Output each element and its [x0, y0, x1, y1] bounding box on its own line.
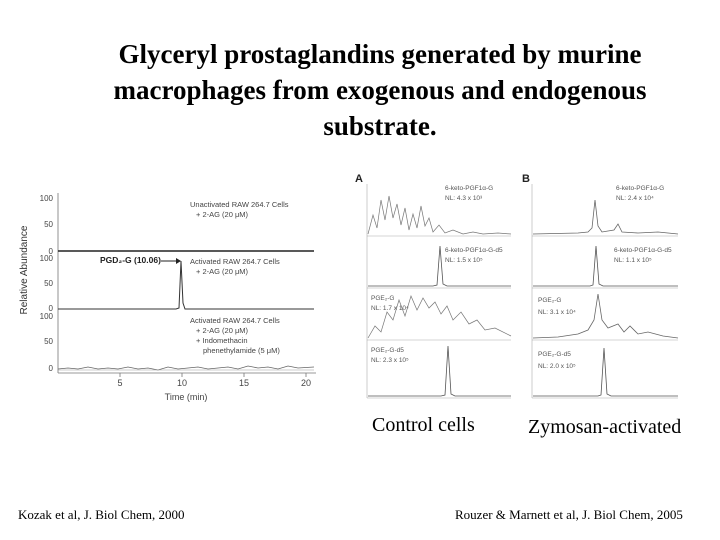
title-line-1: Glyceryl prostaglandins generated by murine — [118, 39, 642, 69]
panel-a-p2-name: 6-keto-PGF1α-G-d5 — [445, 247, 503, 254]
chromatogram-svg — [18, 185, 323, 407]
panel-a-p4-name: PGE₂-G-d5 — [371, 347, 404, 354]
panel-b-p2-nl: NL: 1.1 x 10⁵ — [614, 257, 652, 264]
caption-control-cells: Control cells — [372, 414, 475, 436]
credit-right: Rouzer & Marnett et al, J. Biol Chem, 2005 — [455, 507, 683, 522]
trace2-label-1: Activated RAW 264.7 Cells — [190, 257, 280, 266]
panel-a-svg — [353, 170, 513, 402]
y-axis-label: Relative Abundance — [19, 225, 30, 315]
panel-a-trace-3 — [368, 296, 511, 338]
slide-title — [40, 36, 720, 144]
panel-a-trace-1 — [368, 196, 511, 234]
panel-a-p2-nl: NL: 1.5 x 10⁵ — [445, 257, 483, 264]
ytick-mid-100: 100 — [39, 254, 53, 263]
panel-b-label: B — [522, 173, 530, 185]
panel-a-p1-name: 6-keto-PGF1α-G — [445, 185, 494, 192]
trace1-label-1: Unactivated RAW 264.7 Cells — [190, 200, 289, 209]
panel-b-p3-name: PGE₂-G — [538, 297, 562, 304]
trace3-label-2: + 2-AG (20 μM) — [196, 326, 249, 335]
panel-a-p1-nl: NL: 4.3 x 10³ — [445, 195, 483, 202]
panel-a-figure — [353, 170, 513, 402]
ytick-top-0: 0 — [48, 247, 53, 256]
panel-b-p4-nl: NL: 2.0 x 10⁵ — [538, 363, 576, 370]
trace3-label-4: phenethylamide (5 μM) — [203, 346, 280, 355]
panel-b-p2-name: 6-keto-PGF1α-G-d5 — [614, 247, 672, 254]
panel-b-p1-name: 6-keto-PGF1α-G — [616, 185, 665, 192]
xtick-10: 10 — [176, 378, 188, 388]
ytick-mid-50: 50 — [44, 279, 53, 288]
peak-label: PGD₂-G (10.06) — [100, 255, 161, 265]
panel-b-trace-1 — [533, 200, 678, 234]
trace3-label-3: + Indomethacin — [196, 336, 248, 345]
xtick-5: 5 — [117, 378, 123, 388]
panel-a-p4-nl: NL: 2.3 x 10⁵ — [371, 357, 409, 364]
panel-a-label: A — [355, 173, 363, 185]
chromatogram-figure — [18, 185, 323, 407]
panel-b-figure — [518, 170, 680, 402]
trace2-label-2: + 2-AG (20 μM) — [196, 267, 249, 276]
panel-a-p3-nl: NL: 1.7 x 10⁴ — [371, 305, 409, 312]
panel-b-p4-name: PGE₂-G-d5 — [538, 351, 571, 358]
trace-activated — [58, 261, 314, 309]
title-line-2: macrophages from exogenous and endogenous — [113, 75, 647, 105]
panel-b-p1-nl: NL: 2.4 x 10⁴ — [616, 195, 654, 202]
ytick-top-50: 50 — [44, 220, 53, 229]
trace3-label-1: Activated RAW 264.7 Cells — [190, 316, 280, 325]
caption-zymosan-activated: Zymosan-activated — [528, 416, 682, 438]
xtick-20: 20 — [300, 378, 312, 388]
panel-b-svg — [518, 170, 680, 402]
trace1-label-2: + 2-AG (20 μM) — [196, 210, 249, 219]
ytick-bot-0: 0 — [48, 364, 53, 373]
panel-b-p3-nl: NL: 3.1 x 10⁴ — [538, 309, 576, 316]
ytick-bot-50: 50 — [44, 337, 53, 346]
panel-a-p3-name: PGE₂-G — [371, 295, 395, 302]
trace-indomethacin — [58, 366, 314, 370]
xtick-15: 15 — [238, 378, 250, 388]
ytick-mid-0: 0 — [48, 304, 53, 313]
x-axis-label: Time (min) — [164, 392, 208, 402]
ytick-bot-100: 100 — [39, 312, 53, 321]
credit-left: Kozak et al, J. Biol Chem, 2000 — [18, 507, 185, 522]
title-line-3: substrate. — [323, 111, 437, 141]
ytick-top-100: 100 — [39, 194, 53, 203]
